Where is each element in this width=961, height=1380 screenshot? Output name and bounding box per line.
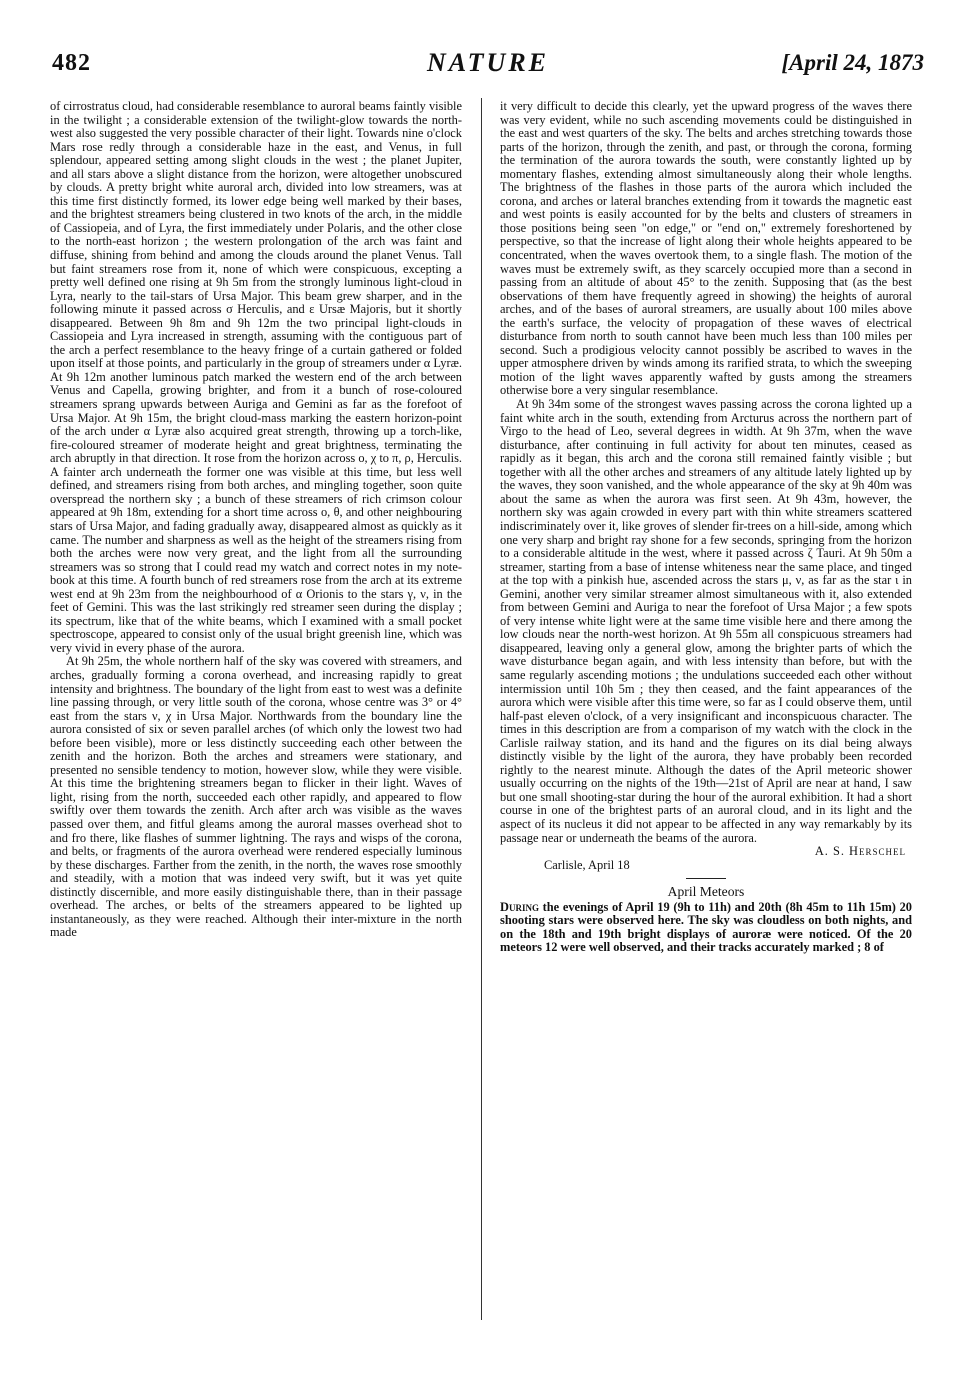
right-column	[500, 100, 912, 955]
signature-location: Carlisle, April 18	[544, 857, 630, 872]
page-header	[52, 44, 924, 96]
signature-line	[500, 845, 912, 859]
issue-date: [April 24, 1873	[781, 50, 924, 75]
left-column	[50, 100, 462, 940]
paragraph: it very difficult to decide this clearly, yet the upward progress of the waves there was very evident, while no such ascending movements could be distinguished in the east and west quarters of the sky. The belts and arches stretching towards those parts of the horizon, through the zenith, and past, or through the corona, forming the termination of the aurora towards the south, were constantly lighted up by momentary flashes, extending almost simultaneously along their whole lengths. The brightness of the flashes in those parts of the aurora which included the corona, and arches or lateral branches extending from it towards the magnetic east and west points is easily accounted for by the belts and clusters of streamers in those positions being seen "on edge," or "end on," extremely foreshortened by perspective, so that the increase of light along their whole heights appeared to be concentrated, when the waves overtook them, to a single flash. The motion of the waves must be extremely swift, as they scarcely occupied more than a second in passing from an altitude of about 45° to the zenith. Supposing that (as the best observations of them have frequently agreed in showing) the heights of auroral arches, and of the bases of auroral streamers, are usually about 100 miles above the earth's surface, the velocity of propagation of these waves of electrical disturbance from north to south cannot have been much less than 100 miles per second. Such a prodigious velocity cannot possibly be ascribed to waves in the upper atmosphere driven by winds among its rarified strata, to which the sweeping motion of the light waves apparently wafted by gusts among the streamers otherwise bore a very singular resemblance.	[500, 99, 912, 398]
section-title: April Meteors	[667, 884, 745, 900]
author-name: A. S. Herschel	[814, 844, 906, 859]
paragraph: At 9h 34m some of the strongest waves passing across the corona lighted up a faint white arch in the south, extending from Arcturus across the northern part of Virgo to the head of Leo, several degrees in width. At 9h 37m, when the wave disturbance, after continuing in full activity for about ten minutes, ceased as rapidly as it began, this arch and the corona still remained faintly visible ; but together with all the other arches and streamers of any altitude lately lighted up by the waves, they soon vanished, and the whole appearance of the sky at 9h 40m was about the same as when the aurora was first seen. At 9h 43m, however, the northern sky was again crowded in every part with thin white streamers scattered indiscriminately over it, like groves of slender fir-trees on a hill-side, among which one very sharp and bright ray shone for a few seconds, springing from the horizon to a considerable altitude in the west, where it passed across ζ Tauri. At 9h 50m a streamer, starting from a base of intense whiteness near the same place, and tinged at the top with a pinkish hue, ascended across the stars μ, ν, as far as the star ι in Gemini, another very similar streamer almost simultaneous with it, also extended from between Gemini and Auriga to near the forefoot of Ursa Major ; a few spots of very intense white light were at the same time visible here and there among the low clouds near the north-west horizon. At 9h 55m all conspicuous streamers had disappeared, leaving only a general glow, among the brighter parts of which the wave disturbance began again, and with less intensity than before, but with the same regularly ascending motions ; the undulations succeeded each other without intermission until 10h 5m ; they then ceased, and the faint appearances of the aurora which were visible after this time were, so far as I could observe them, until half-past eleven o'clock, of a very insignificant and inconspicuous character. The times in this description are from a comparison of my watch with the clock in the Carlisle railway station, and its hand and the figures on its dial being always distinctly visible by the light of the aurora, they have probably been recorded rightly to the nearest minute. Although the dates of the April meteoric shower usually occurring on the nights of the 19th—21st of April are near at hand, I saw but one small shooting-star during the hour of the auroral exhibition. It had a short course in one of the brightest parts of an auroral cloud, and in its light and the aspect of its nucleus it did not appear to be affected in any way remarkably by its passage near or underneath the beams of the aurora.	[500, 397, 912, 845]
paragraph: At 9h 25m, the whole northern half of the sky was covered with streamers, and arches, gradually forming a corona overhead, and increasing rapidly to great intensity and brightness. The boundary of the light from east to west was a definite line passing through, or very little south of the corona, whose centre was 3° or 4° east from the stars ν, χ in Ursa Major. Northwards from the boundary line the aurora consisted of six or seven parallel arches (of which only the lowest two had before been visible), more or less distinctly succeeding each other between the zenith and the horizon. Both the arches and streamers were stationary, and presented no sensible tendency to motion, however slow, while they were visible. At this time the brightening streamers began to flicker in their light. Waves of light, rising from the north, succeeded each other rapidly, and appeared to flow swiftly over them towards the zenith. Arch after arch was visible as the waves passed over them, and fitful gleams among the auroral masses overhead shot to and fro there, like flashes of summer lightning. The rays and wisps of the corona, and belts, or fragments of the aurora overhead were rendered especially luminous by these discharges. Farther from the zenith, in the north, the waves rose smoothly and steadily, with a motion that was indeed very swift, but it was yet quite distinctly discernible, and more easily distinguishable there, than in their passage overhead. The arches, or belts of the streamers appeared to be lighted up instantaneously, as they were reached. Although their inter-mixture in the north made	[50, 654, 462, 940]
column-divider	[481, 98, 482, 1320]
lead-word: During	[500, 899, 539, 914]
page-number: 482	[52, 50, 91, 76]
section-divider	[686, 878, 726, 879]
paragraph: of cirrostratus cloud, had considerable resemblance to auroral beams faintly visible in the twilight ; a considerable extension of the twilight-glow towards the north-west also suggested the very possible character of their light. Towards nine o'clock Mars rose redly through a considerable haze in the east, and Venus, in full splendour, appeared setting among slight clouds in the west ; the planet Jupiter, and all stars above a slight distance from the horizon, were altogether unobscured by clouds. A pretty bright white auroral arch, divided into low streamers, was at this time first distinctly formed, its lower edge being well marked by their bases, and the brightest streamers being clustered in two knots of the arch, in the middle of Cassiopeia, and of Lyra, the first immediately under Polaris, and the other close to the north-east horizon ; the western prolongation of the arch was faint and diffuse, shining from behind and among the clouds around the planet Venus. Tall but faint streamers rose from it, none of which were conspicuous, excepting a pretty well defined one rising at 9h 5m from the strongly luminous light-cloud in Lyra, nearly to the tail-stars of Ursa Major. This beam grew sharper, and in the following minute it passed across σ Herculis, and ε Ursæ Majoris, but it shortly disappeared. Between 9h 8m and 9h 12m the two principal light-clouds in Cassiopeia and Lyra increased in strength, assuming with the contiguous part of the arch a perfect resemblance to the heavy fringe of a curtain gathered or folded upon itself at those points, and particularly in the group of streamers under α Lyræ. At 9h 12m another luminous patch marked the western end of the arch between Venus and Capella, growing brighter, and from it a bunch of rose-coloured streamers sprang upwards between Auriga and Gemini as far as the forefoot of Ursa Major. At 9h 15m, the bright cloud-mass marking the eastern horizon-point of the arch under α Lyræ also acquired great strength, throwing up a torch-like, fire-coloured streamer of moderate height and great brightness, terminating the arch abruptly in that direction. It rose from the horizon across o, χ to π, ρ, Herculis. A fainter arch underneath the former one was visible at this time, but less well defined, and streamers rising from both arches, and mingling together, soon quite overspread the northern sky ; a bunch of these streamers of rich crimson colour appeared at 9h 18m, extending for a short time across o, θ, and other neighbouring stars of Ursa Major, and fading gradually away, disappeared almost as quickly as it came. The number and sharpness as well as the height of the streamers rising from both the arches were now very great, and the light from all the surrounding streamers was so strong that I could read my watch and correct notes in my note-book at this time. A fourth bunch of red streamers rose from the arch at its extreme west end at 9h 23m from the neighbourhood of α Orionis to the stars γ, ν, in the feet of Gemini. This was the last strikingly red streamer seen during the display ; its spectrum, like that of the white beams, which I examined with a small pocket spectroscope, appeared to consist only of the usual bright greenish line, which was very vivid in every phase of the aurora.	[50, 99, 462, 655]
journal-title: NATURE	[426, 48, 550, 77]
lead-text: the evenings of April 19 (9h to 11h) and 20th (8h 45m to 11h 15m) 20 shooting stars were observed here. The sky was cloudless on both nights, and on the 18th and 19th bright displays of auroræ were noticed. Of the 20 meteors 12 were well observed, and their tracks accurately marked ; 8 of	[500, 899, 912, 955]
paragraph	[500, 901, 912, 955]
